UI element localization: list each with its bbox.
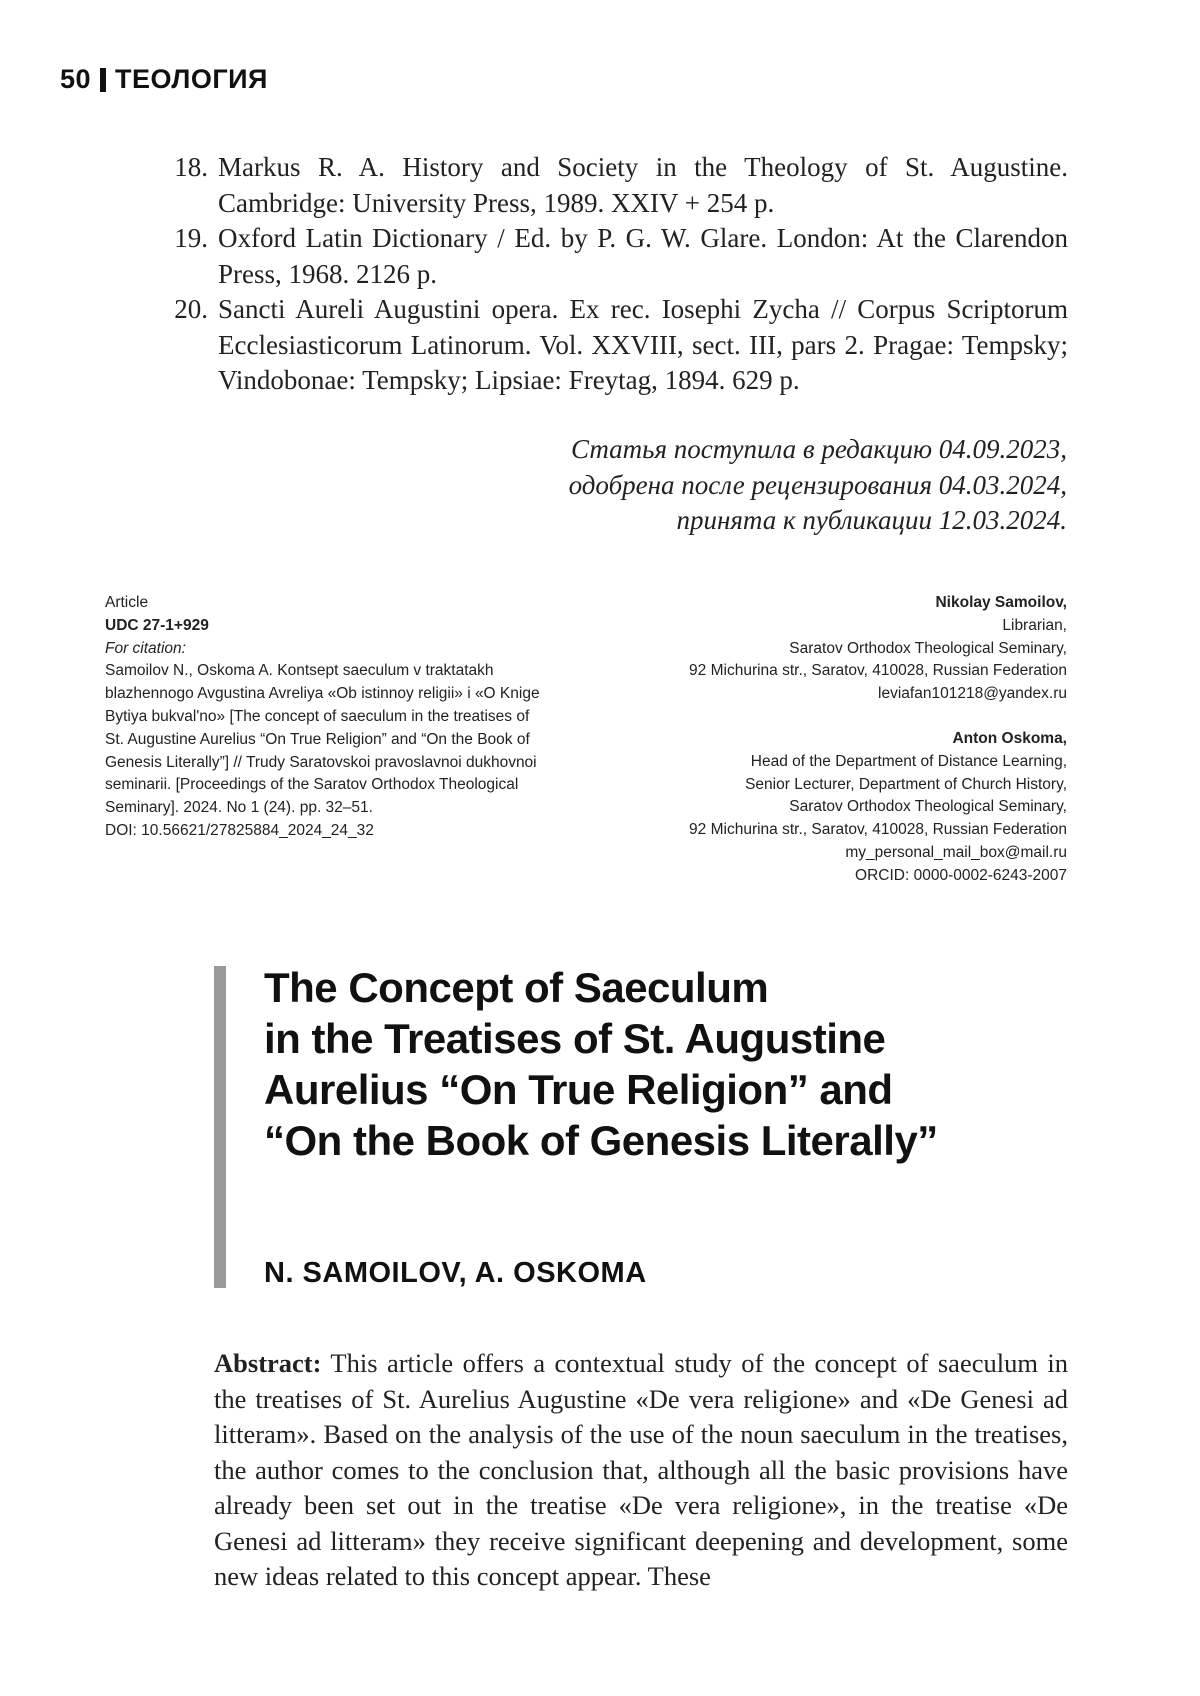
- title-line: “On the Book of Genesis Literally”: [264, 1117, 938, 1164]
- reference-text: Sancti Aureli Augustini opera. Ex rec. Iosephi Zycha // Corpus Scriptorum Ecclesiasticorum Latinorum. Vol. XXVIII, sect. III, pars 2. Pragae: Tempsky; Vindobonae: Tempsky; Lipsiae: Freytag, 1894. 629 p.: [218, 294, 1068, 395]
- abstract-label: Abstract:: [214, 1348, 322, 1378]
- accepted-line: принята к публикации 12.03.2024.: [676, 505, 1067, 535]
- received-line: Статья поступила в редакцию 04.09.2023,: [570, 434, 1067, 464]
- received-dates: [569, 432, 1067, 539]
- title-line: The Concept of Saeculum: [264, 964, 769, 1011]
- title-line: in the Treatises of St. Augustine: [264, 1015, 886, 1062]
- reference-number: 18.: [174, 152, 208, 182]
- article-meta: [105, 592, 545, 843]
- author-orcid: ORCID: 0000-0002-6243-2007: [855, 866, 1067, 884]
- author-address: 92 Michurina str., Saratov, 410028, Russian Federation: [689, 662, 1067, 680]
- author-info: [689, 592, 1067, 888]
- article-type: Article: [105, 594, 149, 611]
- author-position: Librarian,: [1002, 616, 1067, 634]
- reference-item: [150, 292, 1068, 399]
- separator-bar: [100, 68, 106, 92]
- reference-number: 20.: [174, 294, 208, 324]
- citation-text: Samoilov N., Oskoma A. Kontsept saeculum v traktatakh blazhennogo Avgustina Avreliya «Ob istinnoy religii» i «O Knige Bytiya bukval'no» [The concept of saeculum in the treatises of St. Augustine Aurelius “On True Religion” and “On the Book of Genesis Literally”] // Trudy Saratovskoi pravoslavnoi dukhovnoi seminarii. [Proceedings of the Saratov Orthodox Theological Seminary]. 2024. No 1 (24). pp. 32–51.: [105, 662, 540, 817]
- reference-item: [150, 221, 1068, 292]
- author-name: Nikolay Samoilov,: [935, 594, 1067, 611]
- author-email: my_personal_mail_box@mail.ru: [845, 843, 1067, 861]
- reference-text: Markus R. A. History and Society in the Theology of St. Augustine. Cambridge: University Press, 1989. XXIV + 254 p.: [218, 152, 1068, 218]
- page-number: 50: [60, 64, 92, 94]
- udc-code: UDC 27-1+929: [105, 616, 209, 634]
- spacer: [689, 706, 1067, 728]
- author-address: 92 Michurina str., Saratov, 410028, Russian Federation: [689, 821, 1067, 839]
- doi: DOI: 10.56621/27825884_2024_24_32: [105, 821, 374, 839]
- citation-label: For citation:: [105, 639, 186, 657]
- author-affiliation: Saratov Orthodox Theological Seminary,: [789, 798, 1067, 816]
- reference-list: [150, 150, 1068, 399]
- reference-text: Oxford Latin Dictionary / Ed. by P. G. W. Glare. London: At the Clarendon Press, 1968. 2126 p.: [218, 223, 1068, 289]
- title-line: Aurelius “On True Religion” and: [264, 1066, 893, 1113]
- reference-number: 19.: [174, 223, 208, 253]
- author-name: Anton Oskoma,: [952, 729, 1067, 747]
- reference-item: [150, 150, 1068, 221]
- approved-line: одобрена после рецензирования 04.03.2024,: [568, 469, 1067, 500]
- article-authors: N. SAMOILOV, A. OSKOMA: [264, 1257, 647, 1289]
- section-name: ТЕОЛОГИЯ: [115, 64, 268, 94]
- author-affiliation: Saratov Orthodox Theological Seminary,: [789, 639, 1067, 657]
- author-position: Senior Lecturer, Department of Church History,: [745, 775, 1067, 793]
- author-email: leviafan101218@yandex.ru: [878, 685, 1067, 703]
- running-head: [60, 64, 268, 95]
- article-title: [264, 962, 1084, 1166]
- title-accent-bar: [214, 966, 226, 1288]
- abstract: [214, 1346, 1068, 1595]
- author-position: Head of the Department of Distance Learning,: [750, 752, 1067, 770]
- abstract-text: This article offers a contextual study of the concept of saeculum in the treatises of St. Aurelius Augustine «De vera religione» and «De Genesi ad litteram». Based on the analysis of the use of the noun saeculum in the treatises, the author comes to the conclusion that, although all the basic provisions have already been set out in the treatise «De vera religione», in the treatise «De Genesi ad litteram» they receive significant deepening and development, some new ideas related to this concept appear. These: [214, 1348, 1068, 1591]
